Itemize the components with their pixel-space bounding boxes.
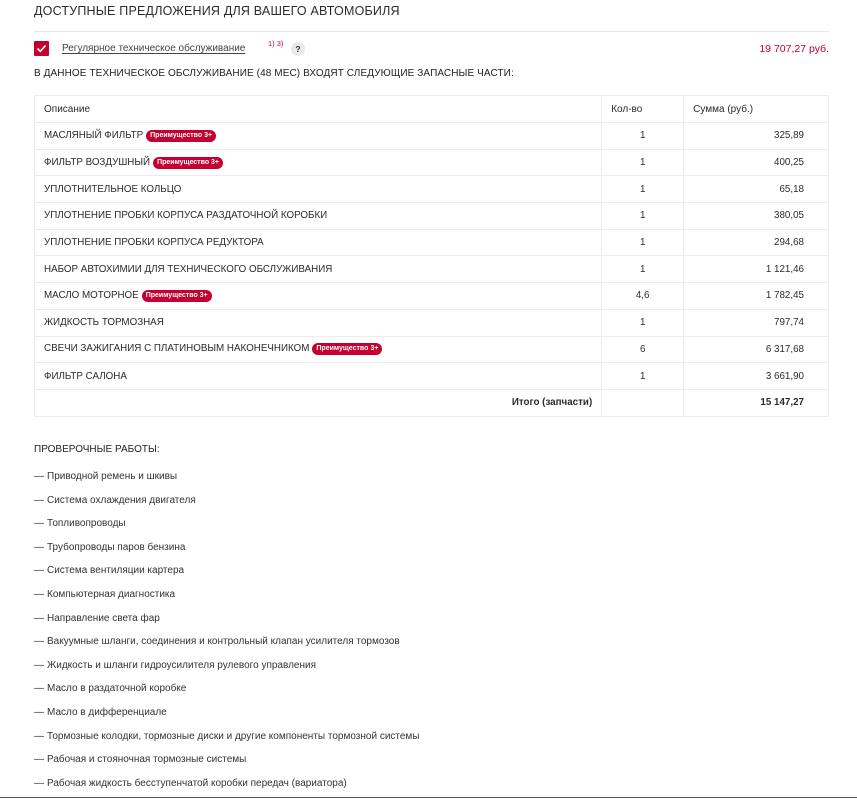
part-name: ФИЛЬТР ВОЗДУШНЫЙ [44,156,151,168]
header-description: Описание [35,96,602,123]
part-qty: 1 [602,229,684,256]
dash-icon: — [34,494,44,506]
offer-checkbox[interactable] [34,41,49,56]
list-item [34,564,420,588]
part-sum: 1 782,45 [684,283,829,310]
dash-icon: — [34,541,44,553]
section-title: ДОСТУПНЫЕ ПРЕДЛОЖЕНИЯ ДЛЯ ВАШЕГО АВТОМОБИЛЯ [34,4,400,18]
total-value: 15 147,27 [684,389,829,416]
table-row [35,176,829,203]
check-item-text: Система охлаждения двигателя [47,494,196,506]
list-item [34,470,420,494]
advantage-badge[interactable]: Преимущество 3+ [142,290,212,302]
list-item [34,612,420,636]
offer-price: 19 707,27 руб. [759,43,829,55]
part-sum: 3 661,90 [684,363,829,390]
dash-icon: — [34,565,44,577]
part-qty: 1 [602,256,684,283]
part-description [35,149,602,176]
list-item [34,706,420,730]
part-sum: 380,05 [684,203,829,230]
advantage-badge[interactable]: Преимущество 3+ [153,157,223,169]
part-sum: 1 121,46 [684,256,829,283]
table-row [35,309,829,336]
part-description [35,176,602,203]
dash-icon: — [34,588,44,600]
part-name: УПЛОТНЕНИЕ ПРОБКИ КОРПУСА РЕДУКТОРА [44,237,264,249]
part-qty: 6 [602,336,684,363]
list-item [34,682,420,706]
dash-icon: — [34,518,44,530]
header-sum: Сумма (руб.) [684,96,829,123]
dash-icon: — [34,683,44,695]
list-item [34,635,420,659]
part-sum: 797,74 [684,309,829,336]
table-row [35,123,829,150]
dash-icon: — [34,706,44,718]
offer-row [34,41,829,57]
table-row [35,336,829,363]
check-item-text: Масло в раздаточной коробке [47,683,187,695]
part-name: УПЛОТНЕНИЕ ПРОБКИ КОРПУСА РАЗДАТОЧНОЙ КОРОБКИ [44,210,328,222]
list-item [34,730,420,754]
part-name: МАСЛО МОТОРНОЕ [44,289,139,301]
checks-list [34,470,420,800]
question-icon[interactable]: ? [291,42,305,56]
part-description [35,283,602,310]
divider [34,31,829,32]
part-description [35,229,602,256]
part-qty: 1 [602,203,684,230]
table-row [35,363,829,390]
dash-icon: — [34,659,44,671]
part-sum: 325,89 [684,123,829,150]
part-sum: 294,68 [684,229,829,256]
part-qty: 1 [602,176,684,203]
check-item-text: Масло в дифференциале [47,706,167,718]
part-description [35,123,602,150]
check-item-text: Компьютерная диагностика [47,588,176,600]
part-description [35,363,602,390]
check-item-text: Рабочая жидкость бесступенчатой коробки передач (вариатора) [47,777,347,789]
part-sum: 400,25 [684,149,829,176]
check-item-text: Вакуумные шланги, соединения и контрольный клапан усилителя тормозов [47,636,400,648]
check-item-text: Направление света фар [47,612,160,624]
part-name: УПЛОТНИТЕЛЬНОЕ КОЛЬЦО [44,183,182,195]
parts-table [34,95,829,417]
part-description [35,336,602,363]
table-row [35,149,829,176]
advantage-badge[interactable]: Преимущество 3+ [146,130,216,142]
part-qty: 1 [602,149,684,176]
advantage-badge[interactable]: Преимущество 3+ [312,343,382,355]
part-name: СВЕЧИ ЗАЖИГАНИЯ С ПЛАТИНОВЫМ НАКОНЕЧНИКОМ [44,343,310,355]
check-item-text: Система вентиляции картера [47,565,185,577]
table-row [35,256,829,283]
checks-title: ПРОВЕРОЧНЫЕ РАБОТЫ: [34,444,160,455]
list-item [34,753,420,777]
part-description [35,309,602,336]
check-item-text: Жидкость и шланги гидроусилителя рулевого управления [47,659,316,671]
dash-icon: — [34,730,44,742]
dash-icon: — [34,777,44,789]
part-name: ЖИДКОСТЬ ТОРМОЗНАЯ [44,317,164,329]
table-row [35,229,829,256]
list-item [34,588,420,612]
parts-caption: В ДАННОЕ ТЕХНИЧЕСКОЕ ОБСЛУЖИВАНИЕ (48 МЕС) ВХОДЯТ СЛЕДУЮЩИЕ ЗАПАСНЫЕ ЧАСТИ: [34,68,514,79]
checkmark-icon [36,43,47,54]
dash-icon: — [34,636,44,648]
list-item [34,541,420,565]
total-label: Итого (запчасти) [35,389,602,416]
part-sum: 65,18 [684,176,829,203]
list-item [34,517,420,541]
part-description [35,203,602,230]
part-qty: 1 [602,309,684,336]
part-name: МАСЛЯНЫЙ ФИЛЬТР [44,129,144,141]
list-item [34,659,420,683]
dash-icon: — [34,471,44,482]
offer-link[interactable]: Регулярное техническое обслуживание [62,43,246,54]
part-qty: 1 [602,363,684,390]
table-row [35,203,829,230]
part-sum: 6 317,68 [684,336,829,363]
table-row [35,283,829,310]
check-item-text: Трубопроводы паров бензина [47,541,186,553]
check-item-text: Рабочая и стояночная тормозные системы [47,754,247,766]
total-row [35,389,829,416]
part-description [35,256,602,283]
divider [0,797,857,798]
check-item-text: Тормозные колодки, тормозные диски и другие компоненты тормозной системы [47,730,420,742]
total-empty [602,389,684,416]
part-name: ФИЛЬТР САЛОНА [44,370,127,382]
dash-icon: — [34,612,44,624]
list-item [34,494,420,518]
offer-footnotes[interactable]: 1) 3) [268,39,284,48]
table-header-row [35,96,829,123]
part-qty: 4,6 [602,283,684,310]
header-qty: Кол-во [602,96,684,123]
part-qty: 1 [602,123,684,150]
part-name: НАБОР АВТОХИМИИ ДЛЯ ТЕХНИЧЕСКОГО ОБСЛУЖИВАНИЯ [44,263,333,275]
check-item-text: Приводной ремень и шкивы [47,471,178,482]
check-item-text: Топливопроводы [47,518,126,530]
dash-icon: — [34,754,44,766]
